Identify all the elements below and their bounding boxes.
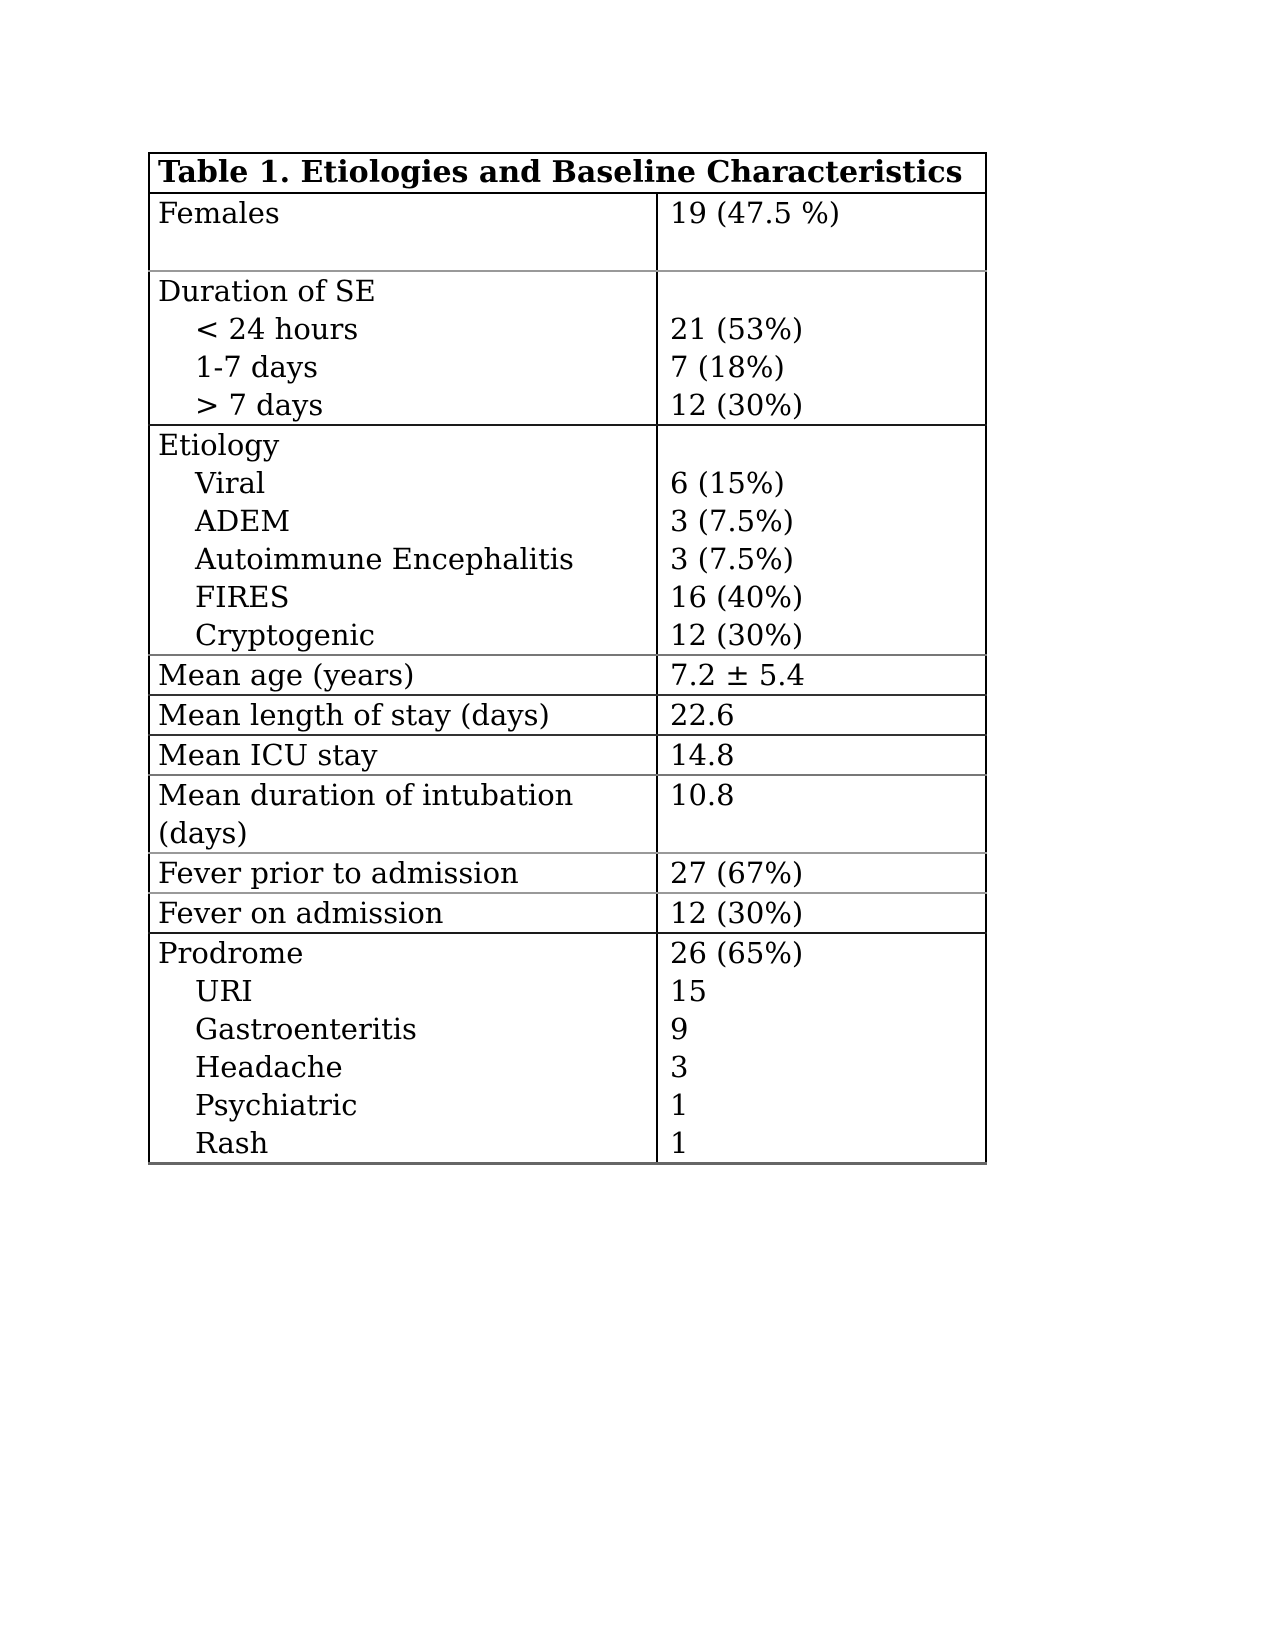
row-label: Mean age (years) [158, 658, 415, 692]
row-label: Headache [195, 1050, 343, 1084]
row-value: 27 (67%) [670, 856, 804, 890]
row-value: 12 (30%) [670, 618, 804, 652]
table-row-females [149, 193, 986, 271]
row-value: 9 [670, 1012, 689, 1046]
row-label: Fever on admission [158, 896, 444, 930]
table-row-duration-of-se [149, 271, 986, 425]
row-label: Mean ICU stay [158, 738, 378, 772]
row-value: 3 [670, 1050, 689, 1084]
table-row-mean-length-of-stay [149, 695, 986, 735]
group-label: Duration of SE [158, 274, 376, 308]
row-label: Autoimmune Encephalitis [195, 542, 574, 576]
row-label: Cryptogenic [195, 618, 376, 652]
table-row-fever-on-admission [149, 893, 986, 933]
blank-line [670, 232, 979, 270]
row-label: Rash [195, 1126, 269, 1160]
row-label: Fever prior to admission [158, 856, 519, 890]
table-row-fever-prior-to-admission [149, 853, 986, 893]
table-title-row [149, 153, 986, 193]
row-label: Females [158, 196, 280, 230]
row-label: Viral [195, 466, 266, 500]
row-value: 3 (7.5%) [670, 542, 794, 576]
baseline-characteristics-table [148, 152, 987, 1165]
row-label: Mean length of stay (days) [158, 698, 550, 732]
row-label: FIRES [195, 580, 290, 614]
row-label: 1-7 days [195, 350, 319, 384]
row-value: 6 (15%) [670, 466, 785, 500]
table-row-mean-age [149, 655, 986, 695]
table-row-etiology [149, 425, 986, 655]
row-value: 12 (30%) [670, 388, 804, 422]
row-label: URI [195, 974, 253, 1008]
row-value: 19 (47.5 %) [670, 196, 841, 230]
blank-line [158, 232, 616, 270]
row-value: 26 (65%) [670, 936, 804, 970]
row-label: ADEM [195, 504, 291, 538]
row-value: 10.8 [670, 778, 735, 812]
row-label: < 24 hours [195, 312, 359, 346]
row-label: Gastroenteritis [195, 1012, 417, 1046]
row-value: 1 [670, 1126, 689, 1160]
row-value: 21 (53%) [670, 312, 804, 346]
blank-line [670, 272, 979, 310]
group-label: Prodrome [158, 936, 304, 970]
row-value: 3 (7.5%) [670, 504, 794, 538]
row-value: 16 (40%) [670, 580, 804, 614]
row-value: 1 [670, 1088, 689, 1122]
table-title: Table 1. Etiologies and Baseline Characteristics [149, 153, 986, 193]
row-value: 12 (30%) [670, 896, 804, 930]
table-row-mean-icu-stay [149, 735, 986, 775]
table-row-prodrome [149, 933, 986, 1164]
row-label: Psychiatric [195, 1088, 358, 1122]
row-value: 7 (18%) [670, 350, 785, 384]
row-value: 15 [670, 974, 707, 1008]
row-value: 14.8 [670, 738, 735, 772]
row-label: Mean duration of intubation (days) [158, 778, 574, 850]
row-value: 7.2 ± 5.4 [670, 658, 805, 692]
table-row-mean-duration-of-intubation [149, 775, 986, 853]
row-value: 22.6 [670, 698, 735, 732]
row-label: > 7 days [195, 388, 324, 422]
group-label: Etiology [158, 428, 280, 462]
blank-line [670, 426, 979, 464]
